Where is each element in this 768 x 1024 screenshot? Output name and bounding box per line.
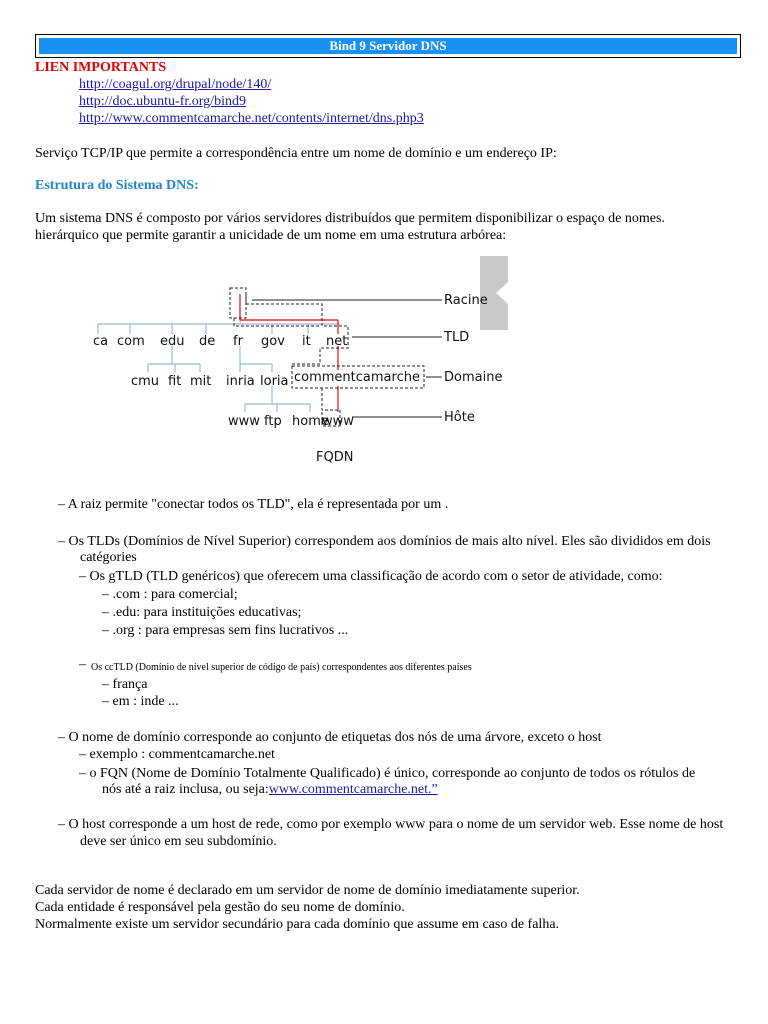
link-commentcamarche[interactable]: http://www.commentcamarche.net/contents/internet/dns.php3 <box>79 111 424 126</box>
bullet-host-line2: deve ser único em seu subdomínio. <box>80 834 277 849</box>
level-label-root: Racine <box>444 293 488 308</box>
fqdn-label: FQDN <box>316 450 354 465</box>
level-label-host: Hôte <box>444 410 475 425</box>
closing-line3: Normalmente existe um servidor secundário para cada domínio que assume em caso de falha. <box>35 917 560 932</box>
gtld-item-edu: – .edu: para instituições educativas; <box>102 605 302 620</box>
edu-child-node-2: mit <box>190 374 212 389</box>
dns-tree-diagram <box>80 280 510 470</box>
host-node-2: home <box>292 414 329 429</box>
links-heading: LIEN IMPORTANTS <box>35 60 167 75</box>
bullet-domain-example: – exemplo : commentcamarche.net <box>79 747 275 762</box>
closing-line1: Cada servidor de nome é declarado em um servidor de nome de domínio imediatamente superior. <box>35 883 580 898</box>
cctld-item-em: – em : inde ... <box>102 694 179 709</box>
gtld-item-org: – .org : para empresas sem fins lucrativos ... <box>102 623 349 638</box>
bullet-host-line1: – O host corresponde a um host de rede, como por exemplo www para o nome de um servidor web. Esse nome de host <box>58 817 724 832</box>
structure-para-line1: Um sistema DNS é composto por vários servidores distribuídos que permitem disponibilizar o espaço de nomes. <box>35 211 665 226</box>
bullet-cctld: Os ccTLD (Domínio de nível superior de código de país) correspondentes aos diferentes países <box>91 662 472 673</box>
gtld-item-com: – .com : para comercial; <box>102 587 238 602</box>
tld-node-6: it <box>302 334 311 349</box>
bullet-cctld-dash: – <box>79 657 86 672</box>
tld-node-7: net <box>326 334 348 349</box>
closing-line2: Cada entidade é responsável pela gestão do seu nome de domínio. <box>35 900 405 915</box>
intro-text: Serviço TCP/IP que permite a correspondência entre um nome de domínio e um endereço IP: <box>35 146 557 161</box>
host-node-1: ftp <box>264 414 282 429</box>
tld-node-2: edu <box>160 334 185 349</box>
fr-child-node-1: loria <box>260 374 289 389</box>
level-label-tld: TLD <box>444 330 470 345</box>
bullet-fqn-line2 <box>102 781 507 798</box>
tld-node-1: com <box>117 334 145 349</box>
bullet-tld-line1: – Os TLDs (Domínios de Nível Superior) correspondem aos domínios de mais alto nível. Eles são divididos em dois <box>58 534 711 549</box>
host-node-3: www <box>322 414 354 429</box>
edu-child-node-0: cmu <box>131 374 160 389</box>
structure-para-line2: hierárquico que permite garantir a unicidade de um nome em uma estrutura arbórea: <box>35 228 507 243</box>
tld-node-3: de <box>199 334 216 349</box>
domain-node-commentcamarche: commentcamarche <box>294 370 420 385</box>
level-label-domain: Domaine <box>444 370 503 385</box>
bullet-tld-line2: catégories <box>80 550 137 565</box>
bullet-domain: – O nome de domínio corresponde ao conjunto de etiquetas dos nós de uma árvore, exceto o host <box>58 730 602 745</box>
bullet-fqn-line1: – o FQN (Nome de Domínio Totalmente Qualificado) é único, corresponde ao conjunto de todos os rótulos de <box>79 766 696 781</box>
bullet-gtld: – Os gTLD (TLD genéricos) que oferecem uma classificação de acordo com o setor de atividade, como: <box>79 569 663 584</box>
fqn-link[interactable]: www.commentcamarche.net.” <box>268 782 438 797</box>
structure-heading: Estrutura do Sistema DNS: <box>35 178 199 193</box>
page-title: Bind 9 Servidor DNS <box>39 38 737 54</box>
cctld-item-franca: – frança <box>102 677 148 692</box>
host-node-0: www <box>228 414 260 429</box>
tld-node-5: gov <box>261 334 285 349</box>
title-frame <box>35 34 741 58</box>
link-coagul[interactable]: http://coagul.org/drupal/node/140/ <box>79 77 272 92</box>
bullet-root: – A raiz permite "conectar todos os TLD", ela é representada por um . <box>58 497 449 512</box>
edu-child-node-1: fit <box>168 374 182 389</box>
tld-node-0: ca <box>93 334 109 349</box>
link-ubuntu-fr[interactable]: http://doc.ubuntu-fr.org/bind9 <box>79 94 246 109</box>
fr-child-node-0: inria <box>226 374 255 389</box>
tld-node-4: fr <box>233 334 243 349</box>
fqn-prefix: nós até a raiz inclusa, ou seja: <box>102 782 269 797</box>
